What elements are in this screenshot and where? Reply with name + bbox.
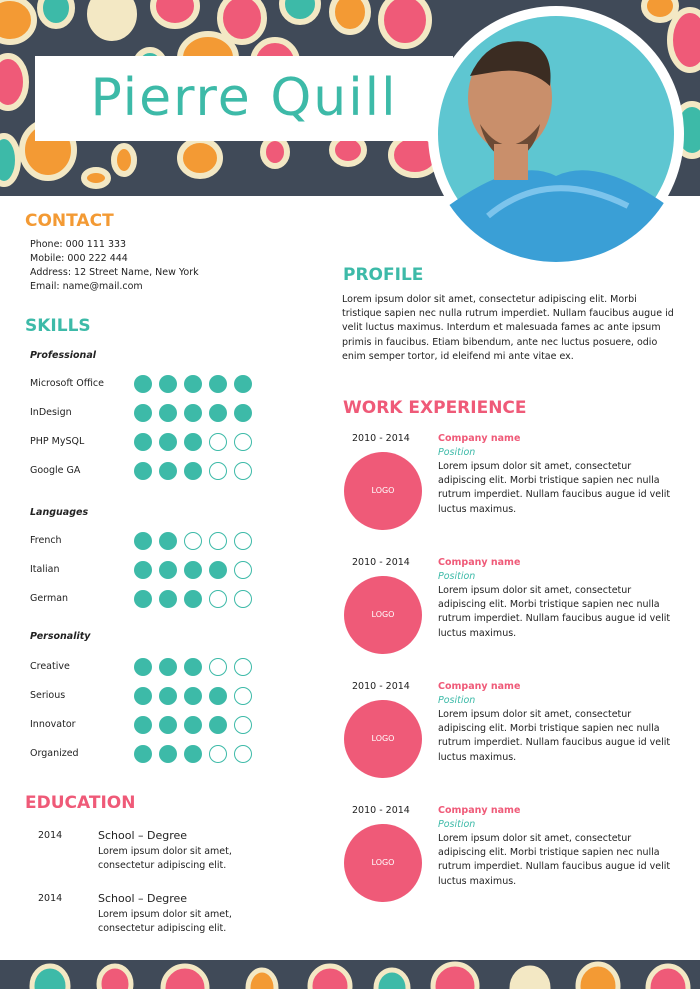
skill-label: Italian <box>30 564 60 575</box>
rating-dot-empty <box>234 462 252 480</box>
job-desc: Lorem ipsum dolor sit amet, consectetur adipiscing elit. Morbi tristique sapien nec nulla rutrum imperdiet. Nullam faucibus augue id velit luctus maximus. <box>438 461 671 515</box>
rating-dot-empty <box>234 433 252 451</box>
company-name: Company name <box>438 557 521 568</box>
job-desc: Lorem ipsum dolor sit amet, consectetur adipiscing elit. Morbi tristique sapien nec nulla rutrum imperdiet. Nullam faucibus augue id velit luctus maximus. <box>438 709 671 763</box>
rating-dot-empty <box>209 532 227 550</box>
rating-dot-filled <box>159 532 177 550</box>
rating-dot-filled <box>159 745 177 763</box>
portrait-illustration <box>428 6 684 262</box>
rating-dot-filled <box>234 375 252 393</box>
job-position: Position <box>438 447 476 458</box>
skills-group-title: Languages <box>30 507 89 518</box>
rating-dot-filled <box>159 561 177 579</box>
skill-row <box>30 687 270 707</box>
rating-dot-filled <box>234 404 252 422</box>
rating-dot-filled <box>159 687 177 705</box>
job-position: Position <box>438 571 476 582</box>
contact-address: Address: 12 Street Name, New York <box>30 267 199 278</box>
skill-label: InDesign <box>30 407 72 418</box>
rating-dot-filled <box>159 462 177 480</box>
rating-dot-filled <box>184 462 202 480</box>
contact-mobile: Mobile: 000 222 444 <box>30 253 128 264</box>
skill-row <box>30 532 270 552</box>
skill-row <box>30 590 270 610</box>
rating-dot-filled <box>159 716 177 734</box>
contact-heading: CONTACT <box>25 211 114 231</box>
rating-dot-empty <box>209 658 227 676</box>
rating-dot-filled <box>184 375 202 393</box>
contact-email: Email: name@mail.com <box>30 281 143 292</box>
job-years: 2010 - 2014 <box>352 433 410 444</box>
company-name: Company name <box>438 681 521 692</box>
rating-dot-empty <box>234 561 252 579</box>
skill-label: French <box>30 535 62 546</box>
rating-dot-filled <box>184 561 202 579</box>
skill-label: Microsoft Office <box>30 378 104 389</box>
rating-dot-empty <box>184 532 202 550</box>
footer-polka-pattern <box>0 960 700 989</box>
rating-dot-empty <box>209 590 227 608</box>
rating-dot-filled <box>134 433 152 451</box>
rating-dot-filled <box>159 658 177 676</box>
rating-dot-filled <box>184 590 202 608</box>
footer-pattern-banner <box>0 960 700 989</box>
rating-dot-filled <box>159 433 177 451</box>
skills-heading: SKILLS <box>25 316 91 336</box>
contact-phone: Phone: 000 111 333 <box>30 239 127 250</box>
rating-dot-filled <box>184 687 202 705</box>
rating-dot-filled <box>134 404 152 422</box>
rating-dot-empty <box>234 532 252 550</box>
profile-heading: PROFILE <box>343 265 424 285</box>
education-year: 2014 <box>38 830 63 841</box>
rating-dot-empty <box>209 745 227 763</box>
rating-dot-empty <box>234 590 252 608</box>
rating-dot-filled <box>134 745 152 763</box>
rating-dot-filled <box>184 716 202 734</box>
rating-dot-filled <box>209 404 227 422</box>
job-years: 2010 - 2014 <box>352 557 410 568</box>
rating-dot-empty <box>234 687 252 705</box>
company-logo: LOGO <box>344 452 422 530</box>
skill-row <box>30 561 270 581</box>
skill-label: Creative <box>30 661 70 672</box>
company-logo: LOGO <box>344 824 422 902</box>
job-desc: Lorem ipsum dolor sit amet, consectetur adipiscing elit. Morbi tristique sapien nec nulla rutrum imperdiet. Nullam faucibus augue id velit luctus maximus. <box>438 833 671 887</box>
skill-label: Google GA <box>30 465 81 476</box>
rating-dot-filled <box>184 745 202 763</box>
education-desc: Lorem ipsum dolor sit amet, consectetur adipiscing elit. <box>98 909 232 934</box>
profile-text: Lorem ipsum dolor sit amet, consectetur adipiscing elit. Morbi tristique sapien nec nulla rutrum imperdiet. Nullam faucibus augue id velit luctus maximus. Interdum et malesuada fames ac ante ipsum primis in faucibus. Etiam bibendum, ante nec luctus posuere, odio enim semper tortor, id eleifend mi ante vitae ex. <box>342 294 674 362</box>
job-years: 2010 - 2014 <box>352 681 410 692</box>
rating-dot-filled <box>134 561 152 579</box>
education-year: 2014 <box>38 893 63 904</box>
rating-dot-filled <box>134 687 152 705</box>
skills-group-title: Personality <box>30 631 91 642</box>
education-heading: EDUCATION <box>25 793 136 813</box>
job-desc: Lorem ipsum dolor sit amet, consectetur adipiscing elit. Morbi tristique sapien nec nulla rutrum imperdiet. Nullam faucibus augue id velit luctus maximus. <box>438 585 671 639</box>
skill-row <box>30 745 270 765</box>
rating-dot-filled <box>184 433 202 451</box>
rating-dot-filled <box>184 404 202 422</box>
education-desc: Lorem ipsum dolor sit amet, consectetur adipiscing elit. <box>98 846 232 871</box>
rating-dot-filled <box>134 462 152 480</box>
profile-photo <box>428 6 684 262</box>
rating-dot-empty <box>209 433 227 451</box>
skill-row <box>30 462 270 482</box>
skill-row <box>30 433 270 453</box>
company-name: Company name <box>438 805 521 816</box>
rating-dot-empty <box>234 658 252 676</box>
candidate-name: Pierre Quill <box>90 68 398 128</box>
rating-dot-filled <box>134 375 152 393</box>
rating-dot-filled <box>209 561 227 579</box>
name-box <box>35 56 453 141</box>
company-logo: LOGO <box>344 576 422 654</box>
job-position: Position <box>438 819 476 830</box>
skill-row <box>30 658 270 678</box>
job-position: Position <box>438 695 476 706</box>
rating-dot-filled <box>159 590 177 608</box>
rating-dot-empty <box>209 462 227 480</box>
skill-label: PHP MySQL <box>30 436 85 447</box>
rating-dot-filled <box>209 687 227 705</box>
rating-dot-filled <box>159 375 177 393</box>
rating-dot-filled <box>159 404 177 422</box>
rating-dot-filled <box>134 658 152 676</box>
education-title: School – Degree <box>98 892 188 905</box>
skill-row <box>30 716 270 736</box>
skill-row <box>30 404 270 424</box>
rating-dot-filled <box>134 532 152 550</box>
rating-dot-filled <box>134 590 152 608</box>
company-logo: LOGO <box>344 700 422 778</box>
company-name: Company name <box>438 433 521 444</box>
rating-dot-filled <box>209 375 227 393</box>
skill-row <box>30 375 270 395</box>
skill-label: Serious <box>30 690 66 701</box>
skill-label: Organized <box>30 748 79 759</box>
rating-dot-empty <box>234 716 252 734</box>
rating-dot-filled <box>209 716 227 734</box>
work-heading: WORK EXPERIENCE <box>343 398 527 418</box>
education-title: School – Degree <box>98 829 188 842</box>
job-years: 2010 - 2014 <box>352 805 410 816</box>
skill-label: German <box>30 593 69 604</box>
rating-dot-filled <box>184 658 202 676</box>
skill-label: Innovator <box>30 719 76 730</box>
rating-dot-empty <box>234 745 252 763</box>
rating-dot-filled <box>134 716 152 734</box>
skills-group-title: Professional <box>30 350 96 361</box>
